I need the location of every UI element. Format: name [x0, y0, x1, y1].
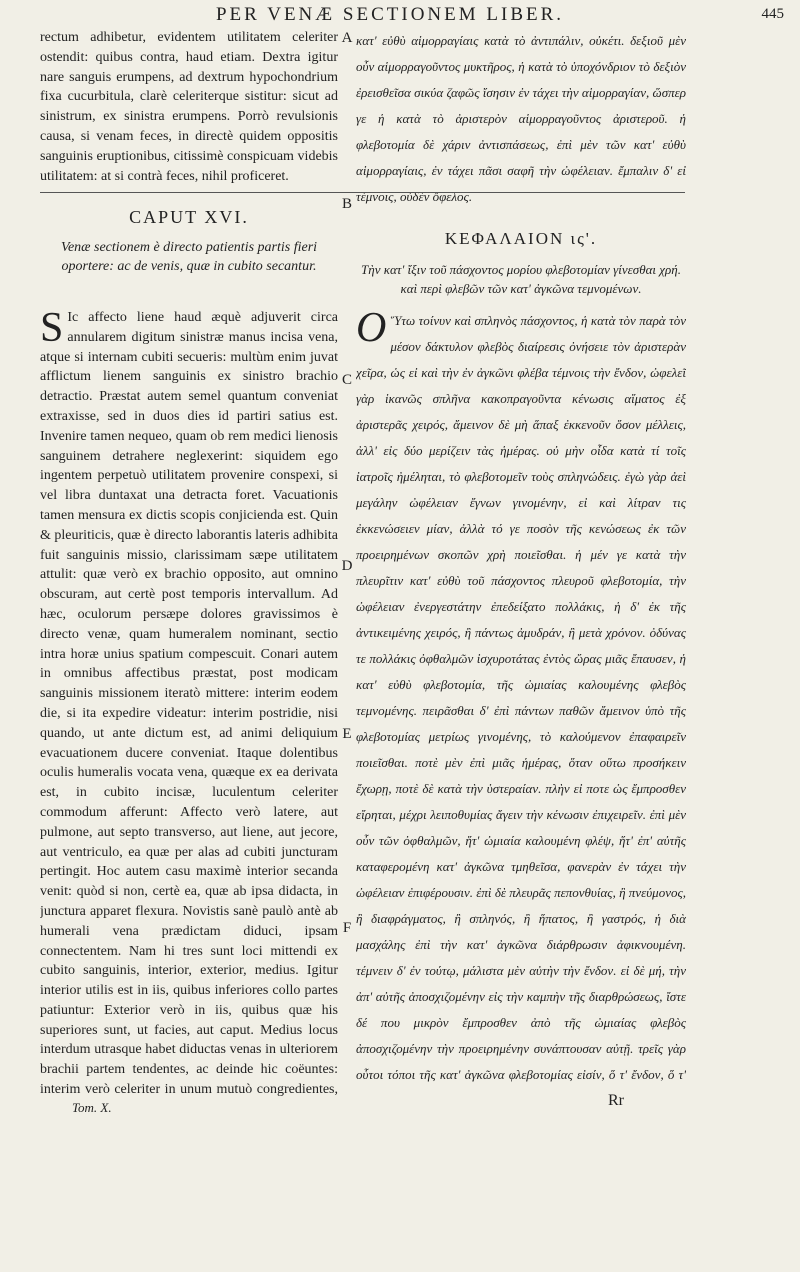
margin-letter-a: A [341, 30, 353, 46]
latin-top-column [40, 28, 338, 186]
margin-letter-f: F [342, 920, 352, 936]
latin-chapter-heading: CAPUT XVI. [129, 207, 249, 227]
latin-body-text: Ic affecto liene haud æquè adjuverit circa annularem digitum sinistræ manus incisa vena, atque si internam cubiti secueris: multùm enim juvat afflictum lienem sanguinis ex sinistro brachio detractio. Præstat autem semel quantum conveniat extraxisse, sed in duos dies id partiri satius est. Invenire tamen nequeo, quam ob rem medici lienosis sanguinem detrahere neglexerint: siquidem ego ingentem perpetuò utilitatem provenire conspexi, si vel libra duntaxat una detracta foret. Vacuationis tamen mensura ex dictis scopis conjicienda est. Quin & pleuriticis, quæ è directo laborantis lateris adhibita fuit sanguinis missio, clarissimam sæpe utilitatem attulit: quæ verò ex brachio opposito, aut omnino obscuram, aut certè post temporis intervallum. Ad hæc, oculorum persæpe dolores gravissimos è directo venæ, quam humeralem nominant, sectio intra horæ unius spatium compescuit. Conari autem in omnibus affectibus præstat, post modicam sanguinis missionem iteratò mittere: interim eodem die, si ita expedire videatur: interim postridie, nisi quando, ut ante dictum est, ad animi deliquium evacuationem ducere conveniat. Itaque dolentibus oculis humeralis vocata vena, quæque ex ea derivata est, in cubito incisæ, luculentum celeriter commodum afferunt: Affecto verò latere, aut pulmone, aut septo transverso, aut liene, aut jecore, aut ventriculo, ea quæ per alas ad cubiti juncturam pertingit. Hoc autem casu maximè interior secanda venit: quòd si non, certè ea, quæ ab ipsa didacta, in junctura apparet flexura. Novistis sanè paulò antè ab humerali vena prædictam diduci, ipsam connectentem. Nam hi tres sunt loci mittendi ex cubito sanguinis, interior, exterior, medius. Igitur interior utilis est in iis, quibus inferiores collo partes patiuntur: Exterior verò in iis, quibus quæ his superiores sunt, ut facies, aut caput. Medius locus interdum utrasque habet diductas venas in ulteriorem brachii partem tendentes, ac deinde hic coëuntes: interim verò celeriter in unum mutuò congredientes, [40, 310, 338, 1098]
greek-body-paragraph [356, 308, 686, 1094]
greek-chapter-subtitle: Τὴν κατ' ἴξιν τοῦ πάσχοντος μορίου φλεβοτομίαν γίνεσθαι χρή. καὶ περὶ φλεβῶν τῶν κατ' ἀγκῶνα τεμνομένων. [361, 262, 681, 296]
latin-body-paragraph [40, 308, 338, 1098]
margin-letter-c: C [341, 372, 352, 388]
latin-chapter-subtitle: Venæ sectionem è directo patientis partis fieri oportere: ac de venis, quæ in cubito secantur. [60, 240, 318, 274]
margin-letter-d: D [341, 558, 353, 574]
page-number: 445 [761, 6, 784, 22]
greek-top-column [356, 28, 686, 210]
signature-mark: Rr [608, 1092, 624, 1109]
greek-body-text: Ὕτω τοίνυν καὶ σπληνὸς πάσχοντος, ἡ κατὰ τὸν παρὰ τὸν μέσον δάκτυλον φλεβὸς διαίρεσις ὀνήσειε τὸν ἀριστερὰν χεῖρα, ὡς εἰ καὶ τὴν ἐν ἀγκῶνι φλέβα τέμνοις τὴν ἔνδον, ὠφελεῖ γὰρ ἱκανῶς σπλῆνα κακοπραγοῦντα κένωσις αἵματος ἐξ ἀριστερᾶς χειρός, ἄμεινον δὲ μὴ ἅπαξ ἐκκενοῦν ὅσον μέλλεις, ἀλλ' εἰς δύο μερίζειν τὰς ἡμέρας. οὐ μὴν οἶδα κατὰ τί τοῖς ἰατροῖς ἠμέληται, τὸ φλεβοτομεῖν τοὺς σπληνώδεις. ἐγὼ γὰρ ἀεὶ μεγάλην ὠφέλειαν ἔγνων γινομένην, εἰ καὶ λίτραν τις ἐκκενώσειεν μίαν, ἀλλὰ τό γε ποσὸν τῆς κενώσεως ἐκ τῶν προειρημένων σκοπῶν χρὴ ποιεῖσθαι. ἡ μέν γε κατὰ τὴν πλευρῖτιν κατ' εὐθὺ τοῦ πάσχοντος πλευροῦ φλεβοτομία, τὴν ὠφέλειαν ἐνεργεστάτην ἐπεδείξατο πολλάκις, ἡ δ' ἐκ τῆς ἀντικειμένης χειρός, ἢ πάντως ἀμυδράν, ἢ μετὰ χρόνον. ὀδύνας τε πολλάκις ὀφθαλμῶν ἰσχυροτάτας ἐντὸς ὥρας μιᾶς ἔπαυσεν, ἡ κατ' εὐθὺ φλεβοτομία, τῆς ὠμιαίας καλουμένης φλεβὸς τεμνομένης. πειρᾶσθαι δ' ἐπὶ πάντων παθῶν ἄμεινον ὑπὸ τῆς φλεβοτομίας μετρίως γινομένης, τὸ καλούμενον ἐπαφαιρεῖν ποιεῖσθαι. ποτὲ μὲν ἐπὶ μιᾶς ἡμέρας, ὅταν οὕτω προσήκειν ἔχωρῃ, ποτὲ δὲ κατὰ τὴν ὑστεραίαν. πλὴν εἰ ποτε ὡς ἔμπροσθεν εἴρηται, μέχρι λειποθυμίας ἄγειν τὴν κένωσιν ἐπιχειρεῖν. ἐπὶ μὲν οὖν τῶν ὀφθαλμῶν, ἥτ' ὠμιαία καλουμένη φλέψ, ἥτ' ἐπ' αὐτῆς καταφερομένη κατ' ἀγκῶνα τμηθεῖσα, φανερὰν ἐν τάχει τὴν ὠφέλειαν ἐπιφέρουσιν. ἐπὶ δὲ πλευρᾶς πεπονθυίας, ἢ πνεύμονος, ἢ διαφράγματος, ἢ σπληνός, ἢ ἥπατος, ἢ γαστρός, ἡ διὰ μασχάλης ἐπὶ τὴν κατ' ἀγκῶνα διάρθρωσιν ἀφικνουμένη. τέμνειν δ' ἐν τούτῳ, μάλιστα μὲν αὐτὴν τὴν ἔνδον. εἰ δὲ μή, τὴν ἀπ' αὐτῆς ἀποσχιζομένην εἰς τὴν καμπὴν τῆς διαρθρώσεως, ἴστε δέ που μικρὸν ἔμπροσθεν ἀπὸ τῆς ὠμιαίας φλεβὸς ἀποσχιζομένην τὴν προειρημένην συνάπτουσαν αὐτῇ. τρεῖς γὰρ οὗτοι τόποι τῆς κατ' ἀγκῶνα φλεβοτομίας εἰσίν, ὅ τ' ἔνδον, ὅ τ' [356, 313, 686, 1082]
running-head: PER VENÆ SECTIONEM LIBER. [215, 4, 565, 25]
tome-note: Tom. X. [72, 1100, 112, 1115]
margin-letter-e: E [342, 726, 352, 742]
margin-letter-b: B [341, 196, 352, 212]
latin-body-column [40, 308, 338, 1098]
greek-top-paragraph: κατ' εὐθὺ αἱμορραγίαις κατὰ τὸ ἀντιπάλιν, οὐκέτι. δεξιοῦ μὲν οὖν αἱμορραγοῦντος μυκτῆρος, ἡ κατὰ τὸ ὑποχόνδριον τὸ δεξιὸν ἐρεισθεῖσα σικύα ζαφῶς ἴσησιν ἐν τάχει τὴν αἱμορραγίαν, ὥσπερ γε ἡ κατὰ τὸ ἀριστερὸν αἱμορραγοῦντος ἀριστεροῦ. ἡ φλεβοτομία δὲ χάριν ἀντισπάσεως, ἐπὶ μὲν τῶν κατ' εὐθὺ αἱμορραγίαις, ἐν τάχει πᾶσι σαφῆ τὴν ὠφέλειαν. ἔμπαλιν δ' εἰ τέμνοις, οὐδὲν ὄφελος. [356, 33, 686, 204]
section-divider [40, 192, 685, 193]
latin-dropcap: S [40, 308, 64, 351]
greek-body-column [356, 308, 686, 1094]
greek-dropcap: Ο [356, 308, 387, 351]
latin-top-paragraph: rectum adhibetur, evidentem utilitatem celeriter ostendit: quibus contra, haud etiam. Dextra igitur nare sanguis erumpens, ad dextrum hypochondrium fixa cucurbitula, clarè celeriterque sistitur: sicut ad sinistrum, ex sinistra erumpens. Porrò revulsionis causa, si venam feces, in directè quidem oppositis sanguinis eruptionibus, citissimè conspicuam videbis utilitatem: at si contrà feces, nihil proficeret. [40, 30, 338, 184]
greek-chapter-heading: ΚΕΦΑΛΑΙΟΝ ις'. [444, 229, 598, 248]
